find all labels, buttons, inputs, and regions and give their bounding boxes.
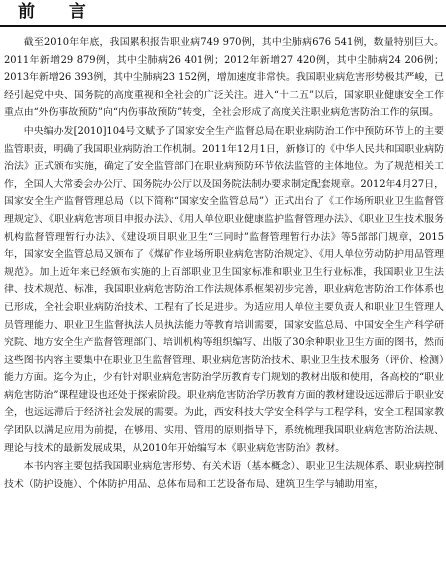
paragraph-1: 截至2010年年底，我国累积报告职业病749 970例，其中尘肺病676 541例，数量特别巨大。2011年新增29 879例，其中尘肺病26 401例；2012年新增27 420例，其中尘肺病24 206例；2013年新增26 393例，其中尘肺病23 152例，增加速度非常快。我国职业病危害形势极其严峻，已经引起党中央、国务院的高度重视和全社会的广泛关注。进入“十二五”以后，国家职业健康安全工作重点由“外伤事故预防”向“内伤事故预防”转变，全社会形成了高度关注职业病危害防治工作的氛围。	[4, 37, 444, 119]
page-title: 前 言	[18, 2, 100, 22]
paragraph-3: 本书内容主要包括我国职业病危害形势、有关术语（基本概念）、职业卫生法规体系、职业病控制技术（防护设施）、个体防护用品、总体布局和工艺设备布局、建筑卫生学与辅助用室，	[4, 461, 444, 490]
body-text	[4, 34, 444, 494]
title-underline	[0, 25, 446, 27]
title-block	[0, 0, 446, 26]
paragraph-2: 中央编办发[2010]104号文赋予了国家安全生产监督总局在职业病防治工作中预防环节上的主要监管职责，明确了我国职业病防治工作机制。2011年12月1日，新修订的《中华人民共和国职业病防治法》正式颁布实施，确定了安全监管部门在职业病预防环节依法监管的主体地位。为了规范相关工作，全国人大常委会办公厅、国务院办公厅以及国务院法制办要求制定配套规章。2012年4月27日，国家安全生产监督管理总局（以下简称“国家安全监管总局”）正式出台了《工作场所职业卫生监督管理规定》、《职业病危害项目申报办法》、《用人单位职业健康监护监督管理办法》、《职业卫生技术服务机构监督管理暂行办法》、《建设项目职业卫生“三同时”监督管理暂行办法》等5部部门规章，2015年，国家安全监管总局又颁布了《煤矿作业场所职业病危害防治规定》、《用人单位劳动防护用品管理规范》。加上近年来已经颁布实施的上百部职业卫生国家标准和职业卫生行业标准，我国职业卫生法律、技术规范、标准，我国职业病危害防治工作法规体系框架初步完善，职业病危害防治工作体系也已形成，全社会职业病防治技术、工程有了长足进步。为适应用人单位主要负责人和职业卫生管理人员管理能力、职业卫生监督执法人员执法能力等教育培训需要，国家安监总局、中国安全生产科学研究院、地方安全生产监督管理部门、培训机构等组织编写、出版了30余种职业卫生方面的图书，然而这些图书内容主要集中在职业卫生监督管理、职业病危害防治技术、职业卫生技术服务（评价、检测）能力方面。迄今为止，少有针对职业病危害防治学历教育专门规划的教材出版和使用，各高校的“职业病危害防治”课程建设也还处于探索阶段。职业病危害防治学历教育方面的教材建设远远滞后于职业安全，也远远滞后于经济社会发展的需要。为此，西安科技大学安全科学与工程学科，安全工程国家教学团队以满足应用为前提，在够用、实用、管用的原则指导下，系统梳理我国职业病危害防治法规、理论与技术的最新发展成果，从2010年开始编写本《职业病危害防治》教材。	[4, 125, 444, 454]
